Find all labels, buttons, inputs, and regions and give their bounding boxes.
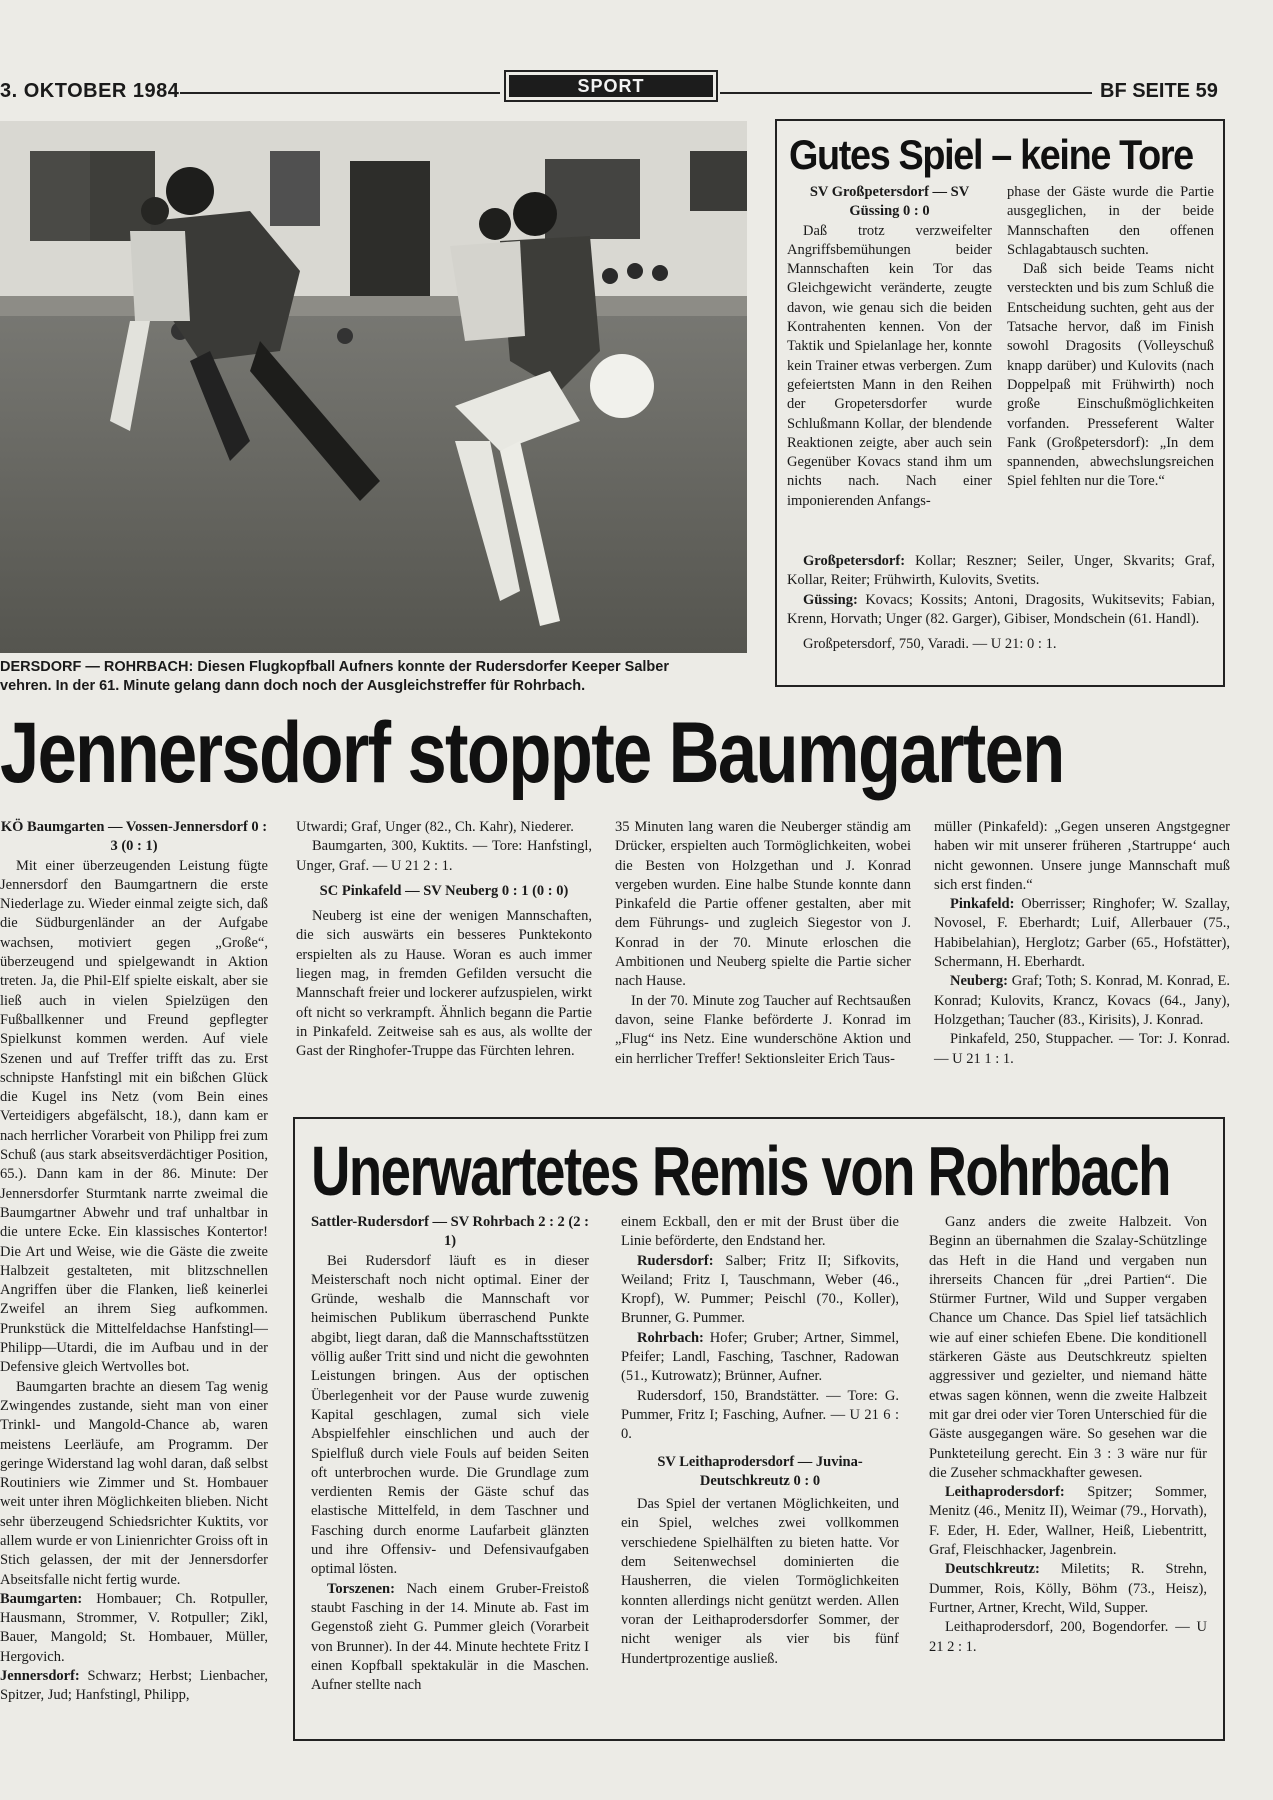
article3-match: Sattler-Rudersdorf — SV Rohrbach 2 : 2 (2 : 1): [311, 1214, 589, 1250]
article2-col3: [615, 818, 911, 1069]
article3-lineup4-team: Deutschkreutz:: [945, 1561, 1040, 1578]
article3-col3: [929, 1213, 1207, 1657]
article1-lineup2-team: Güssing:: [803, 591, 858, 608]
article2-lineup2-team: Jennersdorf:: [0, 1668, 80, 1685]
article1-result: Großpetersdorf, 750, Varadi. — U 21: 0 : 1.: [803, 636, 1057, 653]
article1-col2: [1007, 183, 1214, 492]
article3-body2b: Rudersdorf, 150, Brandstätter. — Tore: G. Pummer, Fritz I; Fasching, Aufner. — U 21 6 : 0.: [621, 1387, 899, 1443]
caption-line2: vehren. In der 61. Minute gelang dann doch noch der Ausgleichstreffer für Rohrbach.: [0, 678, 586, 694]
article3-body2c: Das Spiel der vertanen Möglichkeiten, und ein Spiel, welches zwei vollkommen verschiedene Spielhälften zu bieten hatte. Vor dem Seitenwechsel dominierten die Hausherren, die vielen Tormöglichkeiten konnten allerdings nicht genützt werden. Allen voran der Leithaprodersdorfer Sommer, der nicht weniger als vier bis fünf Hundertprozentige ausließ.: [621, 1496, 899, 1667]
article-box-rohrbach: [293, 1117, 1225, 1741]
article-box-guessing: [775, 119, 1225, 687]
article2-lineup1-team: Baumgarten:: [0, 1590, 83, 1607]
article1-body2b: Daß sich beide Teams nicht versteckten und bis zum Schluß die Entscheidung suchten, geht aus der Tatsache hervor, daß im Finish sowohl Dragosits (Volleyschuß knapp darüber) und Kulovits (nach Doppelpaß mit Frühwirth) noch große Einschußmöglichkeiten vorfanden. Presseferent Walter Fank (Großpetersdorf): „In dem spannenden, abwechslungsreichen Spiel fehlten nur die Tore.“: [1007, 261, 1214, 490]
article2-body4a: müller (Pinkafeld): „Gegen unseren Angstgegner haben wir mit unserer früheren ‚Startruppe‘ auch nicht gewonnen. Unsere junge Mannschaft muß sich erst finden.“: [934, 819, 1230, 893]
photo-caption: [0, 658, 752, 696]
article2-body4b: Pinkafeld, 250, Stuppacher. — Tor: J. Konrad. — U 21 1 : 1.: [934, 1031, 1230, 1067]
article3-match2: SV Leithaprodersdorf — Juvina-Deutschkreutz 0 : 0: [657, 1453, 863, 1489]
article3-lineup2-team: Rohrbach:: [637, 1329, 704, 1346]
article2-lineup3-team: Pinkafeld:: [950, 896, 1015, 913]
article2-body3a: 35 Minuten lang waren die Neuberger ständig am Drücker, erspielten auch Tormöglichkeiten, wobei die Besten von Holzgethan und J. Konrad vergeben wurden. Eine halbe Stunde konnte dann Pinkafeld die Partie offener gestalten, aber mit dem Führungs- und zugleich Siegestor von J. Konrad in der 70. Minute erloschen die Ambitionen und Neuberg spielte die Partie sicher nach Hause.: [615, 819, 911, 990]
article3-col1: [311, 1213, 589, 1695]
article3-body2a: einem Eckball, den er mit der Brust über die Linie beförderte, den Endstand her.: [621, 1214, 899, 1250]
article3-lineup2: Hofer; Gruber; Artner, Simmel, Pfeifer; Landl, Fasching, Taschner, Radowan (51., Kutrowatz); Brünner, Aufner.: [621, 1329, 900, 1385]
article3-lineup3-team: Leithaprodersdorf:: [945, 1484, 1065, 1501]
article1-lineups: [787, 552, 1215, 654]
article2-body2a: Utwardi; Graf, Unger (82., Ch. Kahr), Niederer.: [296, 819, 574, 835]
match-photo-image: [0, 121, 747, 653]
article1-col1: [787, 183, 992, 511]
article2-lineup4-team: Neuberg:: [950, 973, 1008, 990]
article2-lineup4: Graf; Toth; S. Konrad, M. Konrad, E. Konrad; Kulovits, Krancz, Kovacs (64., Jany), Holzgethan; Taucher (83., Kirisits), J. Konrad.: [934, 973, 1230, 1028]
match-photo: [0, 121, 747, 653]
article2-headline: Jennersdorf stoppte Baumgarten: [0, 705, 1064, 801]
article1-lineup1: Kollar; Reszner; Seiler, Unger, Skvarits; Graf, Kollar, Reiter; Frühwirth, Kulovits, Svetits.: [787, 553, 1215, 589]
caption-place: DERSDORF — ROHRBACH:: [0, 659, 194, 675]
section-label-box: [504, 70, 718, 102]
article3-lineup3: Spitzer; Sommer, Menitz (46., Menitz II), Weimar (79., Horvath), F. Eder, H. Eder, Wallner, Heiß, Liebentritt, Graf, Fleischhacker, Jagenbrein.: [929, 1484, 1208, 1559]
article2-lineup1: Hombauer; Ch. Rotpuller, Hausmann, Strommer, V. Rotpuller; Zikl, Bauer, Mangold; St. Hombauer, Müller, Hergovich.: [0, 1590, 268, 1665]
article1-body1: Daß trotz verzweifelter Angriffsbemühungen beider Mannschaften kein Tor das Gleichgewicht veränderte, zeugte davon, wie genau sich die beiden Kontrahenten kennen. Von der Taktik und Spielanlage her, konnte kein Trainer etwas verbergen. Zum gefeiertsten Mann in den Reihen der Gropetersdorfer wurde Schlußmann Kollar, der blendende Reaktionen zeigte, aber auch sein Gegenüber Kovacs stand ihm um nichts nach. Nach einer imponierenden Anfangs-: [787, 222, 992, 509]
article3-headline: Unerwartetes Remis von Rohrbach: [311, 1132, 1170, 1210]
article3-col2: [621, 1213, 899, 1669]
article1-match: SV Großpetersdorf — SV Güssing 0 : 0: [809, 184, 970, 220]
article2-col2: [296, 818, 592, 1062]
article1-headline: Gutes Spiel – keine Tore: [789, 131, 1193, 178]
article3-body3b: Leithaprodersdorf, 200, Bogendorfer. — U 21 2 : 1.: [929, 1619, 1207, 1655]
article3-lineup1: Salber; Fritz II; Sifkovits, Weiland; Fritz I, Tauschmann, Weber (46., Kropf), W. Pummer; Peischl (70., Koller), Brunner, G. Pummer.: [621, 1252, 900, 1327]
issue-date: 3. OKTOBER 1984: [0, 80, 180, 102]
article2-match2: SC Pinkafeld — SV Neuberg 0 : 1 (0 : 0): [319, 882, 569, 899]
article1-body2a: phase der Gäste wurde die Partie ausgeglichen, in der beide Mannschaften den offenen Schlagabtausch suchten.: [1007, 184, 1214, 258]
article2-lineup2: Schwarz; Herbst; Lienbacher, Spitzer, Jud; Hanfstingl, Philipp,: [0, 1668, 268, 1704]
article2-col4: [934, 818, 1230, 1069]
article3-body3a: Ganz anders die zweite Halbzeit. Von Beginn an übernahmen die Szalay-Schützlinge das Heft in die Hand und vergaben nun ihrerseits Chancen für „drei Partien“. Die Stürmer Furtner, Wild und Supper vergaben Chance um Chance. Das Spiel lief tatsächlich wie auf einer schiefen Ebene. Die konditionell stärkeren Gäste aus Deutschkreutz spielten aggressiver und gezielter, und niemand hätte etwas sagen können, wenn die zweite Halbzeit mit gar drei oder vier Toren Unterschied für die Gäste ausgegangen wäre. So gesehen war die Punkteteilung gerecht. Ein 3 : 3 wäre nur für die Zuseher schmackhafter gewesen.: [929, 1214, 1207, 1481]
article1-lineup2: Kovacs; Kossits; Antoni, Dragosits, Wukitsevits; Fabian, Krenn, Horvath; Unger (82. Garger), Gibiser, Mondschein (61. Handl).: [787, 591, 1215, 627]
header-rule-left: [180, 92, 500, 94]
article2-col1: [0, 818, 268, 1758]
article2-body1b: Baumgarten brachte an diesem Tag wenig Zwingendes zustande, sieht man von einer Trinkl- und Mangold-Chance ab, waren meistens Leerläufe, am Programm. Der geringe Widerstand lag wohl daran, daß selbst Routiniers wie Zimmer und St. Hombauer weit unter ihren Möglichkeiten blieben. Nicht sehr überzeugend Schiedsrichter Kuktits, vor allem wurde er von Linienrichter Groiss oft in Stich gelassen, der mit der Jennersdorfer Abseitsfalle nicht fertig wurde.: [0, 1378, 268, 1588]
article2-body3b: In der 70. Minute zog Taucher auf Rechtsaußen davon, seine Flanke beförderte J. Konrad im „Flug“ ins Netz. Eine wunderschöne Aktion und ein herrlicher Treffer! Sektionsleiter Erich Taus-: [615, 992, 911, 1067]
article3-lineup4: Miletits; R. Strehn, Dummer, Rois, Kölly, Böhm (73., Heisz), Furtner, Artner, Krecht, Wild, Supper.: [929, 1561, 1208, 1616]
article2-body2b: Baumgarten, 300, Kuktits. — Tore: Hanfstingl, Unger, Graf. — U 21 2 : 1.: [296, 838, 592, 874]
article1-lineup1-team: Großpetersdorf:: [803, 553, 906, 569]
article2-lineup3: Oberrisser; Ringhofer; W. Szallay, Novosel, F. Eberhardt; Luif, Allerbauer (75., Habibelahian), Herglotz; Garber (65., Hofstätter), Schermann, H. Eberhardt.: [934, 896, 1231, 971]
article3-body1: Bei Rudersdorf läuft es in dieser Meisterschaft noch nicht optimal. Einer der Gründe, weshalb die Mannschaft vor heimischen Publikum überraschend Punkte abgibt, liegt daran, daß die Mannschaftsstützen völlig außer Tritt sind und nicht die gewohnten Leistungen bringen. Aus der optischen Überlegenheit vor der Pause wurde zuwenig Kapital geschlagen, zumal sich viele Abspielfehler einschlichen und auch der Spielfluß durch viele Fouls auf beiden Seiten oft unterbrochen wurde. Die Grundlage zum verdienten Remis der Gäste schuf das elastische Mittelfeld, in dem Taschner und Fasching durch enorme Laufarbeit glänzten und ihre Offensiv- und Defensivaufgaben optimal lösten.: [311, 1252, 589, 1578]
page-number: BF SEITE 59: [1100, 80, 1218, 102]
article3-lineup1-team: Rudersdorf:: [637, 1252, 714, 1269]
article3-torszenen-label: Torszenen:: [327, 1580, 395, 1597]
caption-text: Diesen Flugkopfball Aufners konnte der Rudersdorfer Keeper Salber: [197, 659, 669, 675]
article2-body1: Mit einer überzeugenden Leistung fügte Jennersdorf den Baumgartnern die erste Niederlage zu. Wieder einmal zeigte sich, daß die Südburgenländer an der Aufgabe wachsen, motiviert gegen „Große“, überzeugend und spielgewandt in Aktion treten. Ja, die Phil-Elf spielte eiskalt, aber sie ließ auch in vielen Spielzügen den Fußballkenner und Freund gepflegter Spielkunst kommen werden. Auf viele Szenen und auf Treffer trifft das zu. Erst schnipste Hanfstingl mit ein bißchen Glück die Kugel ins Netz (vom Bein eines Verteidigers abgefälscht, 18.), dann kam er nach herrlicher Vorarbeit von Philipp frei zum Schuß (aus stark abseitsverdächtiger Position, 65.). Dann kam in der 86. Minute: Der Jennersdorfer Sturmtank narrte zweimal die Baumgartner Abwehr und traf unhaltbar in die untere Ecke. Ein klassisches Kontertor! Die Art und Weise, wie die Gäste die zweite Halbzeit gestalteten, mit blitzschnellen Angriffen über die Flanken, ließ keinerlei Zweifel an ihrem Sieg aufkommen. Prunkstück die Mittelfeldachse Hanfstingl—Philipp—Utardi, die im Aufbau und in der Defensive gleich Wertvolles bot.: [0, 857, 268, 1376]
header-rule-right: [720, 92, 1092, 94]
article3-body1b: Nach einem Gruber-Freistoß staubt Fasching in der 14. Minute ab. Fast im Gegenstoß zieht G. Pummer gleich (Vorarbeit von Brunner). In der 44. Minute hechtete Fritz I einen Kopfball spektakulär in die Maschen. Aufner stellte nach: [311, 1580, 590, 1694]
article2-match: KÖ Baumgarten — Vossen-Jennersdorf 0 : 3 (0 : 1): [0, 819, 268, 855]
article2-body2c: Neuberg ist eine der wenigen Mannschaften, die sich auswärts ein besseres Punktekonto erspielten als zu Hause. Woran es auch immer liegen mag, in fremden Gefilden versucht die Mannschaft freier und lockerer aufzuspielen, wirkt oft nicht so verkrampft. Ähnlich begann die Partie in Pinkafeld. Zeitweise sah es aus, als wollte der Gast der Ringhofer-Truppe das Fürchten lehren.: [296, 908, 592, 1060]
section-label: SPORT: [509, 75, 713, 97]
